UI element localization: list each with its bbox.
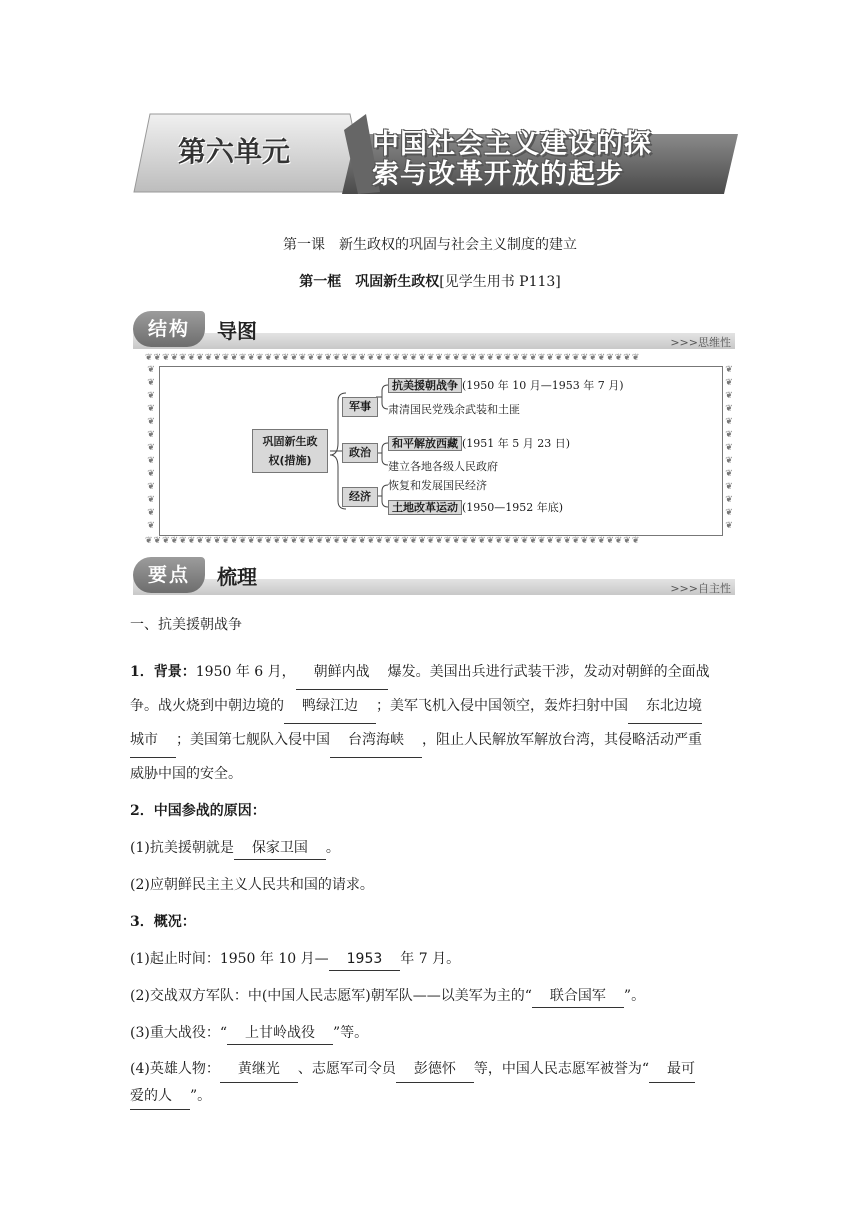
blank-answer: 城市 — [130, 724, 176, 758]
section-tag: >>>思维性 — [670, 336, 731, 349]
unit-title-line2: 索与改革开放的起步 — [372, 159, 624, 190]
blank-answer: 朝鲜内战 — [296, 656, 388, 690]
section-title: 梳理 — [217, 565, 257, 589]
blank-answer: 爱的人 — [130, 1083, 190, 1110]
background-line-3 — [130, 724, 734, 758]
blank-answer: 上甘岭战役 — [227, 1022, 333, 1045]
blank-answer: 联合国军 — [532, 985, 624, 1008]
text: (1)抗美援朝就是 — [130, 840, 234, 856]
blank-answer: 东北边境 — [628, 690, 702, 724]
background-paragraph — [130, 656, 734, 791]
frame-ref: [见学生用书 P113] — [439, 274, 561, 290]
background-label: 1．背景： — [130, 664, 196, 680]
leaf-highlight: 和平解放西藏 — [388, 436, 462, 451]
decorative-border-top: ❦❦❦❦❦❦❦❦❦❦❦❦❦❦❦❦❦❦❦❦❦❦❦❦❦❦❦❦❦❦❦❦❦❦❦❦❦❦❦❦❦❦❦❦❦❦❦❦❦❦❦❦❦❦❦❦❦❦ — [145, 353, 641, 363]
leaf-eliminate-bandits: 肃清国民党残余武装和土匪 — [388, 403, 520, 416]
text: 爆发。美国出兵进行武装干涉，发动对朝鲜的全面战 — [387, 664, 710, 680]
text: 1950 年 6 月， — [195, 664, 296, 680]
overview-item-1 — [130, 948, 734, 971]
leaf-highlight: 抗美援朝战争 — [388, 378, 462, 393]
reasons-heading: 2．中国参战的原因： — [130, 803, 266, 819]
leaf-restore-economy: 恢复和发展国民经济 — [388, 479, 487, 492]
heading-korean-war: 一、抗美援朝战争 — [130, 617, 242, 633]
overview-heading: 3．概况： — [130, 914, 196, 930]
leaf-highlight: 土地改革运动 — [388, 500, 462, 515]
text: ；美国第七舰队入侵中国 — [176, 732, 330, 748]
overview-item-4 — [130, 1056, 734, 1110]
text: ；美军飞机入侵中国领空，轰炸扫射中国 — [376, 698, 628, 714]
text: 等，中国人民志愿军被誉为“ — [473, 1061, 650, 1077]
text: 争。战火烧到中朝边境的 — [130, 698, 284, 714]
text: ”。 — [623, 988, 646, 1004]
mind-map — [145, 352, 735, 547]
overview-item-4-line-1 — [130, 1056, 734, 1083]
lesson-title: 第一课 新生政权的巩固与社会主义制度的建立 — [283, 237, 577, 253]
leaf-note: (1951 年 5 月 23 日) — [462, 437, 571, 450]
section-title: 导图 — [217, 319, 257, 343]
overview-item-2 — [130, 985, 734, 1008]
decorative-border-right: ❦❦❦❦❦❦❦❦❦❦❦❦❦ — [725, 365, 733, 531]
text: (2)交战双方军队：中(中国人民志愿军)朝军队——以美军为主的“ — [130, 988, 532, 1004]
section-key-points — [133, 557, 735, 599]
decorative-border-left: ❦❦❦❦❦❦❦❦❦❦❦❦❦ — [147, 365, 155, 531]
blank-answer: 1953 — [329, 948, 401, 971]
blank-answer: 彭德怀 — [396, 1056, 474, 1083]
leaf-liberate-tibet — [388, 435, 570, 451]
leaf-local-governments: 建立各地各级人民政府 — [388, 460, 498, 473]
text: 、志愿军司令员 — [297, 1061, 396, 1077]
root-line-2: 权(措施) — [268, 454, 312, 467]
leaf-note: (1950—1952 年底) — [462, 501, 564, 514]
text: (3)重大战役：“ — [130, 1025, 227, 1041]
branch-economy: 经济 — [342, 487, 378, 507]
section-badge: 要点 — [133, 557, 205, 593]
overview-item-4-line-2 — [130, 1083, 734, 1110]
unit-label: 第六单元 — [178, 135, 291, 168]
blank-answer: 保家卫国 — [234, 837, 326, 860]
text: 年 7 月。 — [400, 951, 461, 967]
leaf-note: (1950 年 10 月—1953 年 7 月) — [462, 379, 624, 392]
text: (1)起止时间：1950 年 10 月— — [130, 951, 329, 967]
frame-title: 第一框 巩固新生政权 — [299, 274, 440, 290]
blank-answer: 最可 — [649, 1056, 695, 1083]
leaf-land-reform — [388, 499, 563, 515]
text: ”。 — [190, 1088, 212, 1104]
frame-title-line — [0, 271, 860, 291]
section-badge: 结构 — [133, 311, 205, 347]
blank-answer: 黄继光 — [220, 1056, 298, 1083]
decorative-border-bottom: ❦❦❦❦❦❦❦❦❦❦❦❦❦❦❦❦❦❦❦❦❦❦❦❦❦❦❦❦❦❦❦❦❦❦❦❦❦❦❦❦❦❦❦❦❦❦❦❦❦❦❦❦❦❦❦❦❦❦ — [145, 536, 641, 546]
text: ，阻止人民解放军解放台湾，其侵略活动严重 — [422, 732, 702, 748]
overview-item-3 — [130, 1022, 734, 1045]
blank-answer: 台湾海峡 — [330, 724, 422, 758]
unit-banner — [130, 108, 740, 200]
leaf-korean-war — [388, 377, 624, 393]
branch-military: 军事 — [342, 397, 378, 417]
section-tag: >>>自主性 — [670, 582, 731, 595]
text: ”等。 — [333, 1025, 369, 1041]
blank-answer: 鸭绿江边 — [284, 690, 376, 724]
branch-politics: 政治 — [342, 443, 378, 463]
section-structure-map — [133, 311, 735, 353]
text: 。 — [325, 840, 340, 856]
mind-map-frame — [159, 366, 723, 536]
text: (4)英雄人物： — [130, 1061, 220, 1077]
background-line-4: 威胁中国的安全。 — [130, 766, 242, 782]
mind-map-root — [252, 429, 328, 473]
reason-item-2: (2)应朝鲜民主主义人民共和国的请求。 — [130, 877, 374, 893]
root-line-1: 巩固新生政 — [262, 435, 318, 448]
reason-item-1 — [130, 837, 734, 860]
unit-title-line1: 中国社会主义建设的探 — [372, 129, 652, 160]
background-line-1 — [130, 656, 734, 690]
background-line-2 — [130, 690, 734, 724]
